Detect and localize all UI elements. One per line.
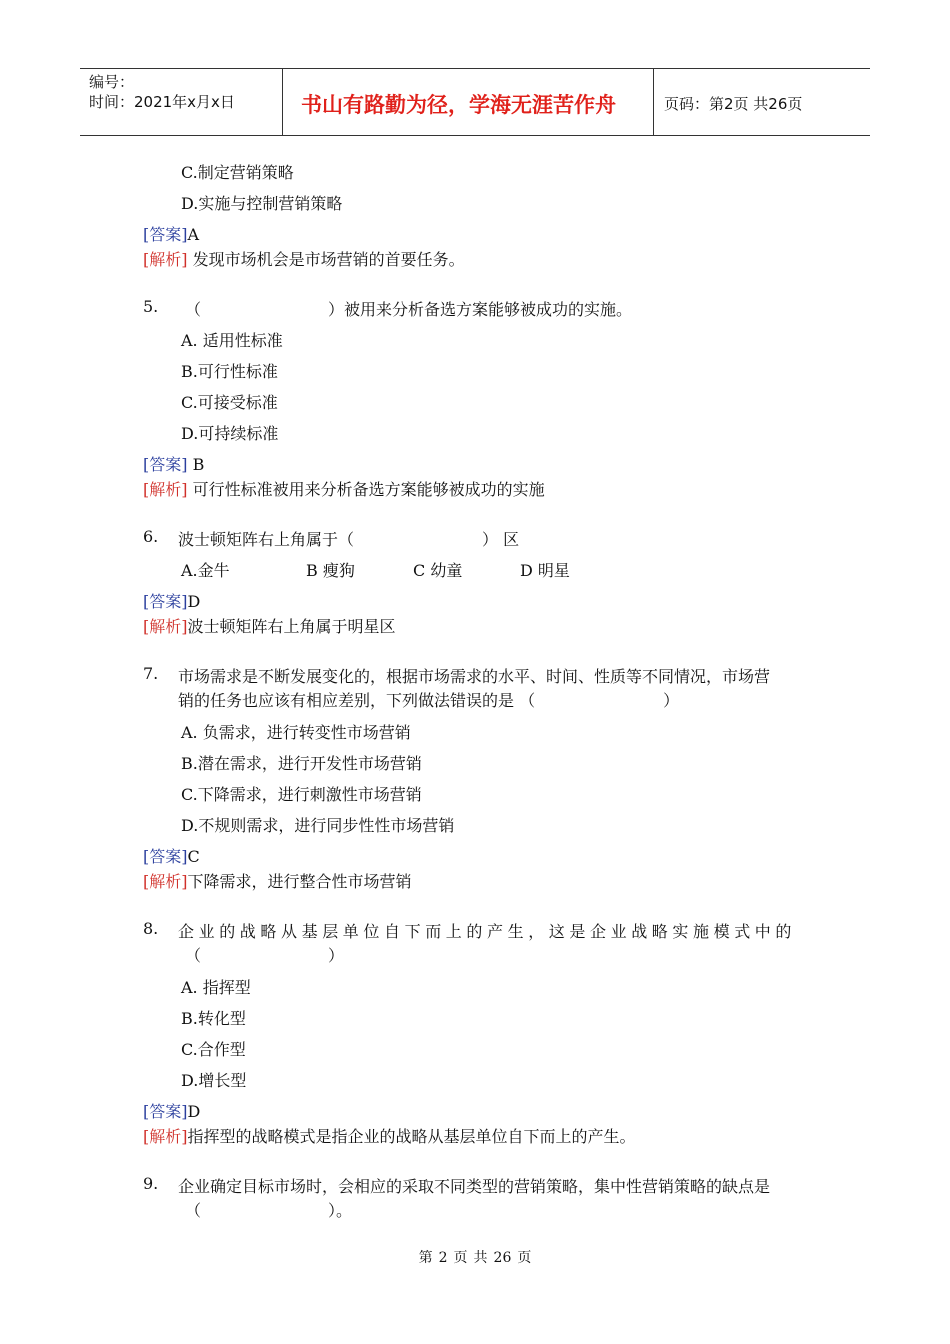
analysis-text: 波士顿矩阵右上角属于明星区: [187, 617, 396, 636]
footer-gong: 共: [473, 1250, 488, 1266]
page-footer: [0, 1247, 950, 1267]
header-motto: 书山有路勤为径，学海无涯苦作舟: [282, 69, 654, 135]
q5-open: （: [185, 300, 202, 319]
answer-tag: [答案]: [143, 225, 188, 244]
footer-total-pages: 26: [493, 1250, 512, 1266]
q9-number: 9.: [143, 1174, 159, 1193]
serial-label: 编号：: [89, 73, 135, 91]
q7-close: ）: [663, 691, 680, 710]
answer-value: D: [187, 592, 201, 611]
answer-value: B: [187, 455, 205, 474]
q8-option-b: B.转化型: [181, 1009, 246, 1028]
q4-option-c: C.制定营销策略: [181, 163, 294, 182]
answer-tag: [答案]: [143, 847, 188, 866]
q8-option-a: A. 指挥型: [181, 978, 251, 997]
q6-option-b: B 瘦狗: [306, 561, 355, 580]
q5-close: ）被用来分析备选方案能够被成功的实施。: [328, 300, 633, 319]
q9-line-1: 企业确定目标市场时，会相应的采取不同类型的营销策略，集中性营销策略的缺点是: [178, 1177, 771, 1196]
q6-analysis: [143, 614, 396, 637]
q7-line-2-text: 销的任务也应该有相应差别，下列做法错误的是 （: [178, 691, 536, 710]
q6-option-d: D 明星: [520, 561, 570, 580]
q6-answer: [143, 589, 200, 612]
answer-value: A: [187, 225, 200, 244]
analysis-tag: [解析]: [143, 1127, 188, 1146]
q8-number: 8.: [143, 919, 159, 938]
q8-answer: [143, 1099, 200, 1122]
q8-open: （: [185, 946, 202, 965]
footer-di: 第: [418, 1250, 433, 1266]
q5-text: [185, 297, 632, 320]
q8-option-c: C.合作型: [181, 1040, 246, 1059]
q4-analysis: [143, 247, 465, 270]
q7-answer: [143, 844, 200, 867]
analysis-text: 可行性标准被用来分析备选方案能够被成功的实施: [187, 480, 545, 499]
q4-option-d: D.实施与控制营销策略: [181, 194, 343, 213]
q5-option-d: D.可持续标准: [181, 424, 279, 443]
answer-value: C: [187, 847, 200, 866]
analysis-tag: [解析]: [143, 480, 188, 499]
q9-open: （: [185, 1201, 202, 1220]
q6-option-c: C 幼童: [413, 561, 463, 580]
q7-analysis: [143, 869, 412, 892]
q8-close: ）: [328, 946, 345, 965]
q6-text-a: 波士顿矩阵右上角属于（: [178, 530, 355, 549]
q5-option-a: A. 适用性标准: [181, 331, 283, 350]
analysis-text: 发现市场机会是市场营销的首要任务。: [187, 250, 465, 269]
q7-option-c: C.下降需求，进行刺激性市场营销: [181, 785, 422, 804]
q5-option-c: C.可接受标准: [181, 393, 278, 412]
q7-option-b: B.潜在需求，进行开发性市场营销: [181, 754, 422, 773]
q8-analysis: [143, 1124, 636, 1147]
page-header: [80, 68, 870, 136]
q8-option-d: D.增长型: [181, 1071, 247, 1090]
q9-line-2: [185, 1198, 352, 1221]
date-label: 时间：2021年x月x日: [89, 93, 235, 111]
q7-line-2: [178, 688, 679, 711]
q5-analysis: [143, 477, 545, 500]
analysis-text: 下降需求，进行整合性市场营销: [187, 872, 412, 891]
header-meta: [80, 69, 282, 135]
analysis-tag: [解析]: [143, 872, 188, 891]
analysis-tag: [解析]: [143, 617, 188, 636]
q5-number: 5.: [143, 297, 159, 316]
q7-number: 7.: [143, 664, 159, 683]
footer-ye: 页: [453, 1250, 468, 1266]
q8-line-1: 企业的战略从基层单位自下而上的产生，这是企业战略实施模式中的: [178, 922, 797, 941]
q4-answer: [143, 222, 199, 245]
footer-ye-2: 页: [517, 1250, 532, 1266]
q6-number: 6.: [143, 527, 159, 546]
header-page-info: 页码：第2页 共26页: [664, 95, 803, 113]
analysis-tag: [解析]: [143, 250, 188, 269]
q5-option-b: B.可行性标准: [181, 362, 278, 381]
q7-line-1: 市场需求是不断发展变化的，根据市场需求的水平、时间、性质等不同情况，市场营: [178, 667, 771, 686]
answer-tag: [答案]: [143, 1102, 188, 1121]
footer-page-number: 2: [438, 1250, 448, 1266]
q6-option-a: A.金牛: [181, 561, 230, 580]
q9-close: ）。: [328, 1201, 353, 1220]
q7-option-d: D.不规则需求，进行同步性性市场营销: [181, 816, 455, 835]
q5-answer: [143, 452, 204, 475]
answer-value: D: [187, 1102, 201, 1121]
q6-text: [178, 527, 519, 550]
analysis-text: 指挥型的战略模式是指企业的战略从基层单位自下而上的产生。: [187, 1127, 636, 1146]
q8-line-2: [185, 943, 344, 966]
answer-tag: [答案]: [143, 455, 188, 474]
q6-text-b: ） 区: [482, 530, 520, 549]
q7-option-a: A. 负需求，进行转变性市场营销: [181, 723, 411, 742]
answer-tag: [答案]: [143, 592, 188, 611]
